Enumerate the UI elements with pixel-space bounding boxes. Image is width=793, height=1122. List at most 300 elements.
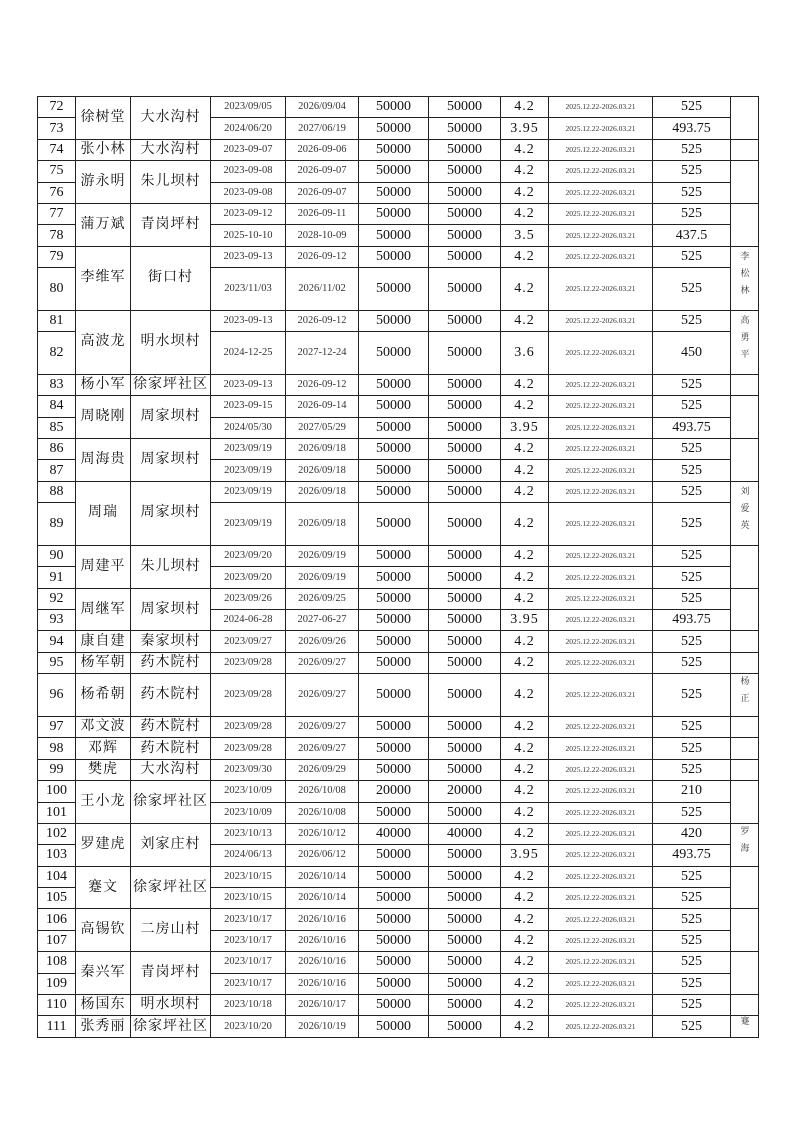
- start-date: 2023/10/09: [211, 802, 286, 823]
- interest-amount: 525: [653, 246, 731, 267]
- interest-amount: 525: [653, 182, 731, 203]
- end-date: 2026/09/27: [286, 652, 359, 673]
- start-date: 2023/10/17: [211, 909, 286, 930]
- interest-amount: 525: [653, 802, 731, 823]
- row-number: 74: [38, 139, 76, 160]
- row-number: 102: [38, 823, 76, 844]
- start-date: 2023/11/03: [211, 268, 286, 311]
- remark: [731, 396, 759, 439]
- table-row: [38, 631, 759, 652]
- village: 大水沟村: [131, 759, 211, 780]
- loan-amount: 50000: [359, 225, 429, 246]
- remark-text: 杨正: [739, 676, 750, 711]
- end-date: 2026-09-12: [286, 374, 359, 395]
- start-date: 2023/10/17: [211, 930, 286, 951]
- loan-amount: 50000: [359, 332, 429, 375]
- interest-rate: 4.2: [501, 674, 549, 717]
- remark-text: 罗海: [739, 825, 750, 860]
- interest-rate: 4.2: [501, 738, 549, 759]
- borrower-name: 高波龙: [76, 310, 131, 374]
- start-date: 2023/09/28: [211, 716, 286, 737]
- remark: [731, 631, 759, 652]
- interest-period: 2025.12.22-2026.03.21: [549, 952, 653, 973]
- village: 周家坝村: [131, 588, 211, 631]
- start-date: 2023/10/15: [211, 866, 286, 887]
- row-number: 96: [38, 674, 76, 717]
- loan-amount: 50000: [359, 246, 429, 267]
- start-date: 2023/10/18: [211, 995, 286, 1016]
- loan-balance: 20000: [429, 781, 501, 802]
- end-date: 2027/05/29: [286, 417, 359, 438]
- interest-period: 2025.12.22-2026.03.21: [549, 845, 653, 866]
- row-number: 76: [38, 182, 76, 203]
- end-date: 2026/09/27: [286, 738, 359, 759]
- loan-balance: 50000: [429, 460, 501, 481]
- borrower-name: 周晓刚: [76, 396, 131, 439]
- end-date: 2026/09/26: [286, 631, 359, 652]
- loan-amount: 50000: [359, 417, 429, 438]
- start-date: 2023/10/13: [211, 823, 286, 844]
- interest-amount: 525: [653, 503, 731, 546]
- interest-period: 2025.12.22-2026.03.21: [549, 545, 653, 566]
- row-number: 101: [38, 802, 76, 823]
- table-row: [38, 952, 759, 973]
- row-number: 95: [38, 652, 76, 673]
- loan-balance: 50000: [429, 1016, 501, 1038]
- remark: [731, 716, 759, 737]
- interest-amount: 525: [653, 161, 731, 182]
- row-number: 77: [38, 203, 76, 224]
- end-date: 2026-09-12: [286, 310, 359, 331]
- loan-table-body: [38, 97, 759, 1038]
- table-row: [38, 759, 759, 780]
- table-row: [38, 481, 759, 502]
- row-number: 81: [38, 310, 76, 331]
- village: 药木院村: [131, 652, 211, 673]
- interest-amount: 437.5: [653, 225, 731, 246]
- interest-amount: 525: [653, 631, 731, 652]
- start-date: 2023/09/28: [211, 652, 286, 673]
- loan-balance: 50000: [429, 631, 501, 652]
- loan-balance: 50000: [429, 161, 501, 182]
- interest-rate: 4.2: [501, 503, 549, 546]
- interest-amount: 525: [653, 396, 731, 417]
- interest-amount: 525: [653, 439, 731, 460]
- interest-amount: 525: [653, 973, 731, 994]
- interest-amount: 525: [653, 588, 731, 609]
- table-row: [38, 1016, 759, 1038]
- interest-period: 2025.12.22-2026.03.21: [549, 652, 653, 673]
- interest-period: 2025.12.22-2026.03.21: [549, 182, 653, 203]
- village: 大水沟村: [131, 139, 211, 160]
- remark: [731, 759, 759, 780]
- loan-balance: 50000: [429, 118, 501, 139]
- interest-rate: 4.2: [501, 567, 549, 588]
- village: 徐家坪社区: [131, 1016, 211, 1038]
- row-number: 104: [38, 866, 76, 887]
- interest-period: 2025.12.22-2026.03.21: [549, 118, 653, 139]
- row-number: 89: [38, 503, 76, 546]
- start-date: 2023-09-13: [211, 310, 286, 331]
- start-date: 2024/05/30: [211, 417, 286, 438]
- borrower-name: 蹇文: [76, 866, 131, 909]
- start-date: 2023/09/19: [211, 460, 286, 481]
- loan-amount: 50000: [359, 759, 429, 780]
- village: 明水坝村: [131, 310, 211, 374]
- row-number: 105: [38, 888, 76, 909]
- start-date: 2023/09/20: [211, 545, 286, 566]
- interest-rate: 4.2: [501, 439, 549, 460]
- loan-amount: 50000: [359, 610, 429, 631]
- interest-rate: 4.2: [501, 588, 549, 609]
- interest-period: 2025.12.22-2026.03.21: [549, 888, 653, 909]
- row-number: 109: [38, 973, 76, 994]
- row-number: 88: [38, 481, 76, 502]
- loan-balance: 50000: [429, 503, 501, 546]
- remark: [731, 481, 759, 545]
- table-row: [38, 781, 759, 802]
- start-date: 2025-10-10: [211, 225, 286, 246]
- village: 明水坝村: [131, 995, 211, 1016]
- village: 周家坝村: [131, 439, 211, 482]
- loan-amount: 50000: [359, 268, 429, 311]
- row-number: 111: [38, 1016, 76, 1038]
- loan-amount: 50000: [359, 310, 429, 331]
- borrower-name: 张秀丽: [76, 1016, 131, 1038]
- interest-period: 2025.12.22-2026.03.21: [549, 97, 653, 118]
- loan-balance: 50000: [429, 396, 501, 417]
- remark: [731, 823, 759, 866]
- start-date: 2024/06/13: [211, 845, 286, 866]
- start-date: 2023/09/28: [211, 738, 286, 759]
- interest-period: 2025.12.22-2026.03.21: [549, 503, 653, 546]
- interest-amount: 525: [653, 674, 731, 717]
- interest-period: 2025.12.22-2026.03.21: [549, 161, 653, 182]
- remark: [731, 139, 759, 160]
- village: 周家坝村: [131, 396, 211, 439]
- loan-amount: 50000: [359, 588, 429, 609]
- loan-balance: 50000: [429, 716, 501, 737]
- loan-balance: 50000: [429, 930, 501, 951]
- start-date: 2023-09-08: [211, 182, 286, 203]
- start-date: 2023/10/15: [211, 888, 286, 909]
- interest-amount: 525: [653, 738, 731, 759]
- loan-balance: 50000: [429, 610, 501, 631]
- interest-amount: 450: [653, 332, 731, 375]
- borrower-name: 杨军朝: [76, 652, 131, 673]
- interest-period: 2025.12.22-2026.03.21: [549, 716, 653, 737]
- village: 药木院村: [131, 738, 211, 759]
- row-number: 72: [38, 97, 76, 118]
- end-date: 2026/06/12: [286, 845, 359, 866]
- table-row: [38, 545, 759, 566]
- row-number: 90: [38, 545, 76, 566]
- borrower-name: 邓辉: [76, 738, 131, 759]
- end-date: 2026/09/18: [286, 503, 359, 546]
- end-date: 2026/09/18: [286, 460, 359, 481]
- row-number: 82: [38, 332, 76, 375]
- borrower-name: 康自建: [76, 631, 131, 652]
- table-row: [38, 823, 759, 844]
- interest-rate: 4.2: [501, 374, 549, 395]
- end-date: 2026/09/27: [286, 716, 359, 737]
- row-number: 100: [38, 781, 76, 802]
- loan-balance: 50000: [429, 952, 501, 973]
- loan-balance: 50000: [429, 866, 501, 887]
- loan-amount: 50000: [359, 374, 429, 395]
- table-row: [38, 439, 759, 460]
- loan-amount: 50000: [359, 182, 429, 203]
- borrower-name: 王小龙: [76, 781, 131, 824]
- row-number: 73: [38, 118, 76, 139]
- interest-rate: 3.5: [501, 225, 549, 246]
- village: 青岗坪村: [131, 203, 211, 246]
- village: 朱儿坝村: [131, 545, 211, 588]
- interest-amount: 525: [653, 1016, 731, 1038]
- loan-balance: 50000: [429, 995, 501, 1016]
- end-date: 2026-09-07: [286, 161, 359, 182]
- row-number: 78: [38, 225, 76, 246]
- loan-amount: 50000: [359, 866, 429, 887]
- interest-period: 2025.12.22-2026.03.21: [549, 1016, 653, 1038]
- row-number: 103: [38, 845, 76, 866]
- end-date: 2028-10-09: [286, 225, 359, 246]
- loan-amount: 50000: [359, 738, 429, 759]
- interest-amount: 525: [653, 759, 731, 780]
- interest-amount: 493.75: [653, 845, 731, 866]
- row-number: 106: [38, 909, 76, 930]
- interest-period: 2025.12.22-2026.03.21: [549, 823, 653, 844]
- interest-amount: 493.75: [653, 610, 731, 631]
- interest-period: 2025.12.22-2026.03.21: [549, 973, 653, 994]
- interest-amount: 210: [653, 781, 731, 802]
- borrower-name: 张小林: [76, 139, 131, 160]
- loan-amount: 50000: [359, 161, 429, 182]
- interest-amount: 420: [653, 823, 731, 844]
- end-date: 2026/09/18: [286, 439, 359, 460]
- interest-period: 2025.12.22-2026.03.21: [549, 610, 653, 631]
- interest-rate: 4.2: [501, 545, 549, 566]
- loan-amount: 50000: [359, 930, 429, 951]
- remark: [731, 588, 759, 631]
- interest-rate: 3.95: [501, 417, 549, 438]
- loan-amount: 50000: [359, 631, 429, 652]
- start-date: 2024-06-28: [211, 610, 286, 631]
- end-date: 2026/10/16: [286, 952, 359, 973]
- interest-period: 2025.12.22-2026.03.21: [549, 759, 653, 780]
- loan-balance: 50000: [429, 674, 501, 717]
- interest-period: 2025.12.22-2026.03.21: [549, 738, 653, 759]
- village: 二房山村: [131, 909, 211, 952]
- interest-rate: 4.2: [501, 823, 549, 844]
- remark-text: 蹇: [739, 1016, 750, 1034]
- start-date: 2023-09-07: [211, 139, 286, 160]
- interest-amount: 525: [653, 652, 731, 673]
- interest-rate: 4.2: [501, 866, 549, 887]
- start-date: 2023-09-13: [211, 374, 286, 395]
- interest-amount: 493.75: [653, 118, 731, 139]
- loan-balance: 50000: [429, 97, 501, 118]
- remark: [731, 439, 759, 482]
- interest-period: 2025.12.22-2026.03.21: [549, 567, 653, 588]
- interest-period: 2025.12.22-2026.03.21: [549, 460, 653, 481]
- end-date: 2026/10/08: [286, 781, 359, 802]
- interest-period: 2025.12.22-2026.03.21: [549, 909, 653, 930]
- row-number: 108: [38, 952, 76, 973]
- interest-period: 2025.12.22-2026.03.21: [549, 439, 653, 460]
- loan-balance: 50000: [429, 182, 501, 203]
- end-date: 2026-09-06: [286, 139, 359, 160]
- loan-balance: 50000: [429, 268, 501, 311]
- loan-amount: 50000: [359, 1016, 429, 1038]
- remark-text: 李松林: [739, 250, 750, 302]
- borrower-name: 李维军: [76, 246, 131, 310]
- remark: [731, 246, 759, 310]
- loan-balance: 50000: [429, 246, 501, 267]
- interest-period: 2025.12.22-2026.03.21: [549, 802, 653, 823]
- loan-amount: 50000: [359, 567, 429, 588]
- row-number: 97: [38, 716, 76, 737]
- end-date: 2026/09/04: [286, 97, 359, 118]
- end-date: 2026/10/08: [286, 802, 359, 823]
- borrower-name: 罗建虎: [76, 823, 131, 866]
- interest-rate: 4.2: [501, 182, 549, 203]
- start-date: 2023/10/17: [211, 973, 286, 994]
- loan-amount: 50000: [359, 995, 429, 1016]
- start-date: 2023/09/19: [211, 503, 286, 546]
- interest-amount: 525: [653, 139, 731, 160]
- loan-balance: 50000: [429, 310, 501, 331]
- end-date: 2026/10/16: [286, 909, 359, 930]
- interest-rate: 3.95: [501, 845, 549, 866]
- interest-rate: 4.2: [501, 716, 549, 737]
- table-row: [38, 246, 759, 267]
- interest-rate: 4.2: [501, 481, 549, 502]
- interest-amount: 525: [653, 909, 731, 930]
- row-number: 86: [38, 439, 76, 460]
- interest-rate: 4.2: [501, 759, 549, 780]
- end-date: 2026/09/29: [286, 759, 359, 780]
- borrower-name: 杨国东: [76, 995, 131, 1016]
- row-number: 98: [38, 738, 76, 759]
- interest-amount: 525: [653, 97, 731, 118]
- loan-amount: 50000: [359, 203, 429, 224]
- interest-amount: 525: [653, 952, 731, 973]
- row-number: 84: [38, 396, 76, 417]
- end-date: 2026/10/12: [286, 823, 359, 844]
- start-date: 2023/10/17: [211, 952, 286, 973]
- borrower-name: 高锡钦: [76, 909, 131, 952]
- loan-balance: 50000: [429, 374, 501, 395]
- remark: [731, 909, 759, 952]
- loan-amount: 50000: [359, 802, 429, 823]
- loan-balance: 50000: [429, 439, 501, 460]
- interest-rate: 4.2: [501, 396, 549, 417]
- loan-balance: 50000: [429, 588, 501, 609]
- table-row: [38, 374, 759, 395]
- start-date: 2023/09/30: [211, 759, 286, 780]
- loan-balance: 50000: [429, 802, 501, 823]
- table-row: [38, 139, 759, 160]
- loan-balance: 50000: [429, 973, 501, 994]
- remark: [731, 952, 759, 995]
- remark: [731, 161, 759, 204]
- loan-balance: 50000: [429, 417, 501, 438]
- start-date: 2024-12-25: [211, 332, 286, 375]
- table-row: [38, 652, 759, 673]
- table-row: [38, 588, 759, 609]
- loan-balance: 50000: [429, 567, 501, 588]
- interest-rate: 4.2: [501, 631, 549, 652]
- interest-rate: 4.2: [501, 802, 549, 823]
- end-date: 2027-12-24: [286, 332, 359, 375]
- end-date: 2026-09-11: [286, 203, 359, 224]
- loan-amount: 50000: [359, 888, 429, 909]
- interest-period: 2025.12.22-2026.03.21: [549, 674, 653, 717]
- end-date: 2026/10/14: [286, 866, 359, 887]
- row-number: 91: [38, 567, 76, 588]
- row-number: 110: [38, 995, 76, 1016]
- interest-rate: 4.2: [501, 310, 549, 331]
- start-date: 2023/10/09: [211, 781, 286, 802]
- end-date: 2026/10/16: [286, 930, 359, 951]
- table-row: [38, 716, 759, 737]
- loan-amount: 50000: [359, 973, 429, 994]
- loan-balance: 50000: [429, 652, 501, 673]
- interest-period: 2025.12.22-2026.03.21: [549, 332, 653, 375]
- remark: [731, 545, 759, 588]
- village: 徐家坪社区: [131, 374, 211, 395]
- end-date: 2026/09/19: [286, 567, 359, 588]
- loan-amount: 50000: [359, 396, 429, 417]
- end-date: 2026/10/16: [286, 973, 359, 994]
- interest-period: 2025.12.22-2026.03.21: [549, 995, 653, 1016]
- village: 药木院村: [131, 716, 211, 737]
- table-row: [38, 866, 759, 887]
- loan-amount: 50000: [359, 952, 429, 973]
- village: 周家坝村: [131, 481, 211, 545]
- interest-rate: 4.2: [501, 930, 549, 951]
- table-row: [38, 97, 759, 118]
- village: 朱儿坝村: [131, 161, 211, 204]
- loan-balance: 50000: [429, 545, 501, 566]
- end-date: 2027/06/19: [286, 118, 359, 139]
- interest-amount: 525: [653, 567, 731, 588]
- loan-balance: 50000: [429, 332, 501, 375]
- interest-amount: 525: [653, 481, 731, 502]
- start-date: 2023/09/26: [211, 588, 286, 609]
- end-date: 2026/11/02: [286, 268, 359, 311]
- interest-period: 2025.12.22-2026.03.21: [549, 588, 653, 609]
- village: 秦家坝村: [131, 631, 211, 652]
- interest-amount: 525: [653, 716, 731, 737]
- loan-balance: 50000: [429, 759, 501, 780]
- interest-period: 2025.12.22-2026.03.21: [549, 396, 653, 417]
- row-number: 79: [38, 246, 76, 267]
- remark: [731, 652, 759, 673]
- interest-rate: 4.2: [501, 460, 549, 481]
- interest-rate: 4.2: [501, 139, 549, 160]
- table-row: [38, 738, 759, 759]
- interest-period: 2025.12.22-2026.03.21: [549, 374, 653, 395]
- remark: [731, 781, 759, 824]
- end-date: 2026-09-07: [286, 182, 359, 203]
- interest-rate: 3.6: [501, 332, 549, 375]
- interest-amount: 525: [653, 545, 731, 566]
- start-date: 2023/09/05: [211, 97, 286, 118]
- loan-balance: 50000: [429, 888, 501, 909]
- borrower-name: 周瑞: [76, 481, 131, 545]
